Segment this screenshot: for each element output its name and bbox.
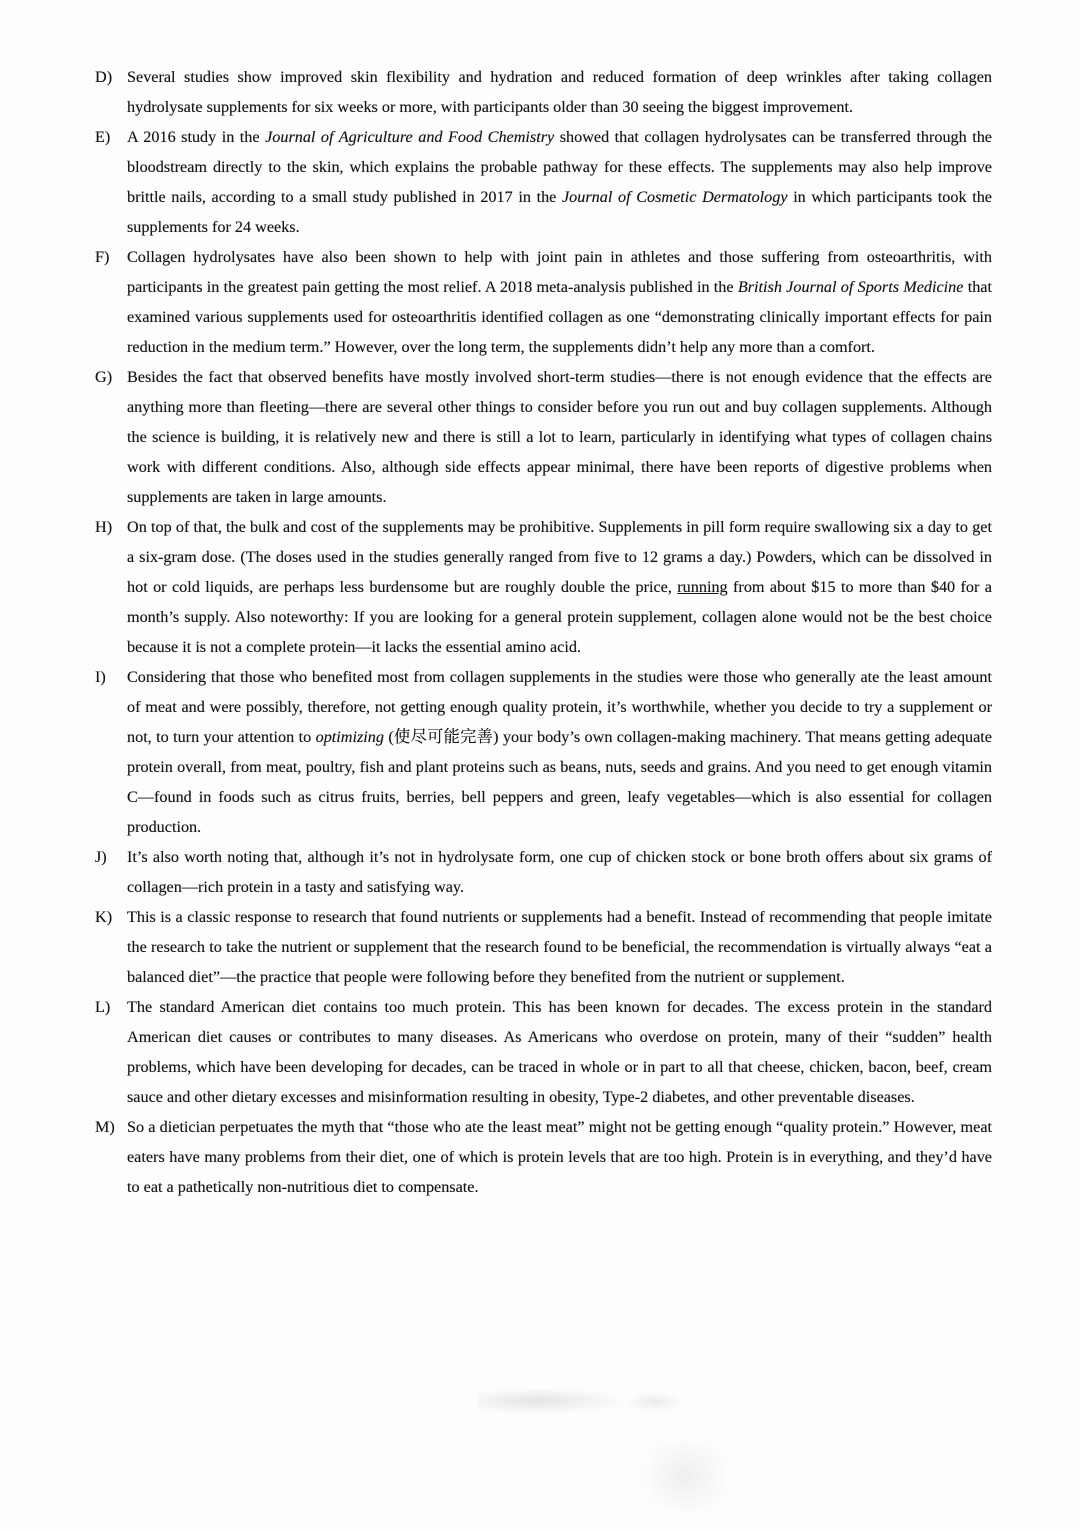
text-segment: in which participants took the supplements for 24 weeks. <box>127 188 992 236</box>
passage-paragraph <box>95 512 992 662</box>
paragraph-text <box>127 668 992 836</box>
scan-smudge <box>625 1392 685 1412</box>
scan-smudge <box>478 1388 628 1414</box>
paragraph-label: M) <box>95 1118 115 1136</box>
scan-smudge <box>640 1442 730 1517</box>
text-segment: It’s also worth noting that, although it’s not in hydrolysate form, one cup of chicken stock or bone broth offers about six grams of collagen—rich protein in a tasty and satisfying way. <box>127 848 992 896</box>
reading-passage <box>95 62 992 1202</box>
passage-paragraph <box>95 362 992 512</box>
text-segment: Considering that those who benefited most from collagen supplements in the studies were those who generally ate the least amount of meat and were possibly, therefore, not getting enough quality protein, it’s worthwhile, whether you decide to try a supplement or not, to turn your attention to <box>127 668 992 746</box>
text-segment: from about $15 to more than $40 for a month’s supply. Also noteworthy: If you are looking for a general protein supplement, collagen alone would not be the best choice because it is not a complete protein—it lacks the essential amino acid. <box>127 578 992 656</box>
text-segment: So a dietician perpetuates the myth that “those who ate the least meat” might not be getting enough “quality protein.” However, meat eaters have many problems from their diet, one of which is protein levels that are too high. Protein is in everything, and they’d have to eat a pathetically non-nutritious diet to compensate. <box>127 1118 992 1196</box>
paragraph-text <box>127 68 992 116</box>
italic-text-segment: optimizing <box>315 728 384 746</box>
paragraph-label: D) <box>95 68 113 86</box>
paragraph-text <box>127 248 992 356</box>
paragraph-label: H) <box>95 518 113 536</box>
text-segment: Besides the fact that observed benefits have mostly involved short-term studies—there is not enough evidence that the effects are anything more than fleeting—there are several other things to consider before you run out and buy collagen supplements. Although the science is building, it is relatively new and there is still a lot to learn, particularly in identifying what types of collagen chains work with different conditions. Also, although side effects appear minimal, there have been reports of digestive problems when supplements are taken in large amounts. <box>127 368 992 506</box>
paragraph-label: E) <box>95 128 111 146</box>
paragraph-text <box>127 368 992 506</box>
passage-paragraph <box>95 122 992 242</box>
underlined-text-segment: running <box>677 578 728 596</box>
text-segment: Several studies show improved skin flexibility and hydration and reduced formation of deep wrinkles after taking collagen hydrolysate supplements for six weeks or more, with participants older than 30 seeing the biggest improvement. <box>127 68 992 116</box>
paragraph-text <box>127 1118 992 1196</box>
passage-paragraph <box>95 242 992 362</box>
italic-text-segment: Journal of Cosmetic Dermatology <box>562 188 788 206</box>
text-segment: showed that collagen hydrolysates can be transferred through the bloodstream directly to the skin, which explains the probable pathway for these effects. The supplements may also help improve brittle nails, according to a small study published in 2017 in the <box>127 128 992 206</box>
text-segment: The standard American diet contains too much protein. This has been known for decades. The excess protein in the standard American diet causes or contributes to many diseases. As Americans who overdose on protein, many of their “sudden” health problems, which have been developing for decades, can be traced in whole or in part to all that cheese, chicken, bacon, beef, cream sauce and other dietary excesses and misinformation resulting in obesity, Type-2 diabetes, and other preventable diseases. <box>127 998 992 1106</box>
passage-paragraph <box>95 1112 992 1202</box>
text-segment: (使尽可能完善) your body’s own collagen-making machinery. That means getting adequate protein overall, from meat, poultry, fish and plant proteins such as beans, nuts, seeds and grains. And you need to get enough vitamin C—found in foods such as citrus fruits, berries, bell peppers and green, leafy vegetables—which is also essential for collagen production. <box>127 728 992 836</box>
passage-paragraph <box>95 992 992 1112</box>
paragraph-label: K) <box>95 908 113 926</box>
passage-paragraph <box>95 62 992 122</box>
paragraph-text <box>127 908 992 986</box>
passage-paragraph <box>95 902 992 992</box>
italic-text-segment: British Journal of Sports Medicine <box>737 278 964 296</box>
passage-paragraph <box>95 662 992 842</box>
text-segment: A 2016 study in the <box>127 128 266 146</box>
paragraph-label: I) <box>95 668 106 686</box>
text-segment: This is a classic response to research that found nutrients or supplements had a benefit. Instead of recommending that people imitate the research to take the nutrient or supplement that the research found to be beneficial, the recommendation is virtually always “eat a balanced diet”—the practice that people were following before they benefited from the nutrient or supplement. <box>127 908 992 986</box>
passage-paragraph <box>95 842 992 902</box>
paragraph-text <box>127 128 992 236</box>
paragraph-text <box>127 518 992 656</box>
text-segment: On top of that, the bulk and cost of the supplements may be prohibitive. Supplements in pill form require swallowing six a day to get a six-gram dose. (The doses used in the studies generally ranged from five to 12 grams a day.) Powders, which can be dissolved in hot or cold liquids, are perhaps less burdensome but are roughly double the price, <box>127 518 992 596</box>
text-segment: that examined various supplements used for osteoarthritis identified collagen as one “demonstrating clinically important effects for pain reduction in the medium term.” However, over the long term, the supplements didn’t help any more than a comfort. <box>127 278 992 356</box>
paragraph-label: F) <box>95 248 110 266</box>
text-segment: Collagen hydrolysates have also been shown to help with joint pain in athletes and those suffering from osteoarthritis, with participants in the greatest pain getting the most relief. A 2018 meta-analysis published in the <box>127 248 992 296</box>
paragraph-label: J) <box>95 848 107 866</box>
paragraph-label: G) <box>95 368 113 386</box>
paragraph-text <box>127 848 992 896</box>
italic-text-segment: Journal of Agriculture and Food Chemistry <box>265 128 555 146</box>
paragraph-text <box>127 998 992 1106</box>
paragraph-label: L) <box>95 998 111 1016</box>
